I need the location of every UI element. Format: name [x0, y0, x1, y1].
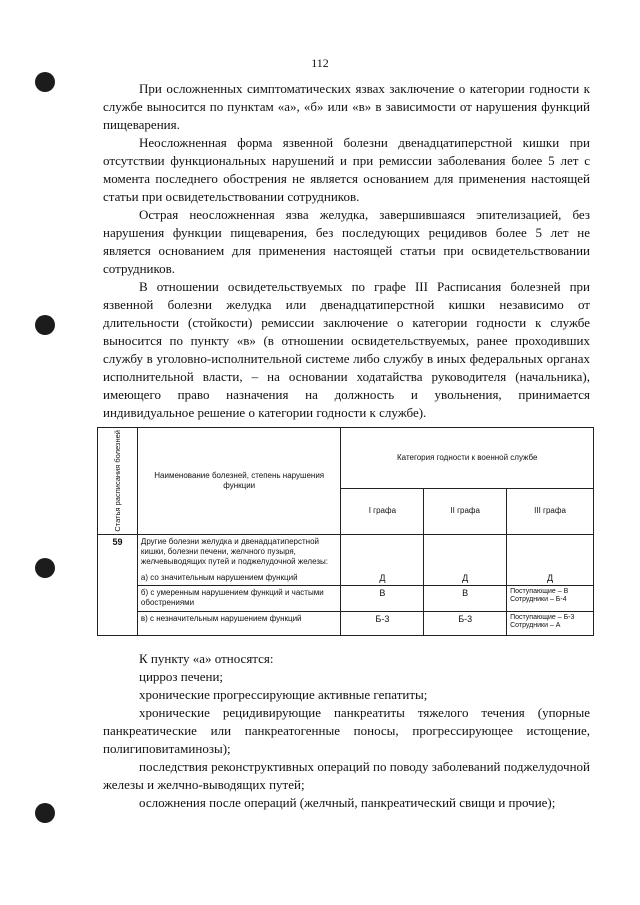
paragraph: В отношении освидетельствуемых по графе III Расписания болезней при язвенной болезни желудка или двенадцатиперстной кишки независимо от длительности (стойкости) ремиссии заключение о категории годности к службе выносится по пункту «в» (в отношении освидетельствуемых, ранее проходивших службу в уголовно-исполнительной системе либо службу в иных федеральных органах исполнительной власти, – на основании ходатайства руководителя (начальника), имеющего право назначения на должность и увольнения, принимается индивидуальное решение о категории годности к службе).	[103, 279, 590, 420]
list-item: осложнения после операций (желчный, панкреатический свищи и прочие);	[139, 795, 556, 810]
row-c-g1: Б-3	[341, 611, 424, 635]
page-number: 112	[311, 56, 329, 70]
main-text	[103, 80, 590, 422]
header-graph-3: III графа	[507, 488, 594, 534]
header-graph-2: II графа	[424, 488, 507, 534]
paragraph: Острая неосложненная язва желудка, завершившаяся эпителизацией, без нарушения функции пищеварения, без последующих рецидивов более 5 лет не является основанием для применения настоящей статьи при освидетельствовании сотрудников.	[103, 207, 590, 276]
row-b-g2: В	[424, 585, 507, 611]
paragraph: К пункту «а» относятся:	[139, 651, 274, 666]
list-item: цирроз печени;	[139, 669, 224, 684]
paragraph: При осложненных симптоматических язвах заключение о категории годности к службе выносится по пунктам «а», «б» или «в» в зависимости от нарушения функций пищеварения.	[103, 81, 590, 132]
punch-hole-icon	[35, 72, 55, 92]
row-c-label: в) с незначительным нарушением функций	[137, 611, 341, 635]
row-a-label: а) со значительным нарушением функций	[140, 572, 298, 582]
header-category: Категория годности к военной службе	[341, 428, 594, 489]
article-number: 59	[98, 534, 138, 635]
row-c-g3: Поступающие – Б-3 Сотрудники – А	[507, 611, 594, 635]
header-article: Статья расписания болезней	[98, 428, 138, 535]
row-a-g1: Д	[341, 534, 424, 585]
after-table-text	[103, 650, 590, 812]
punch-hole-icon	[35, 315, 55, 335]
punch-hole-icon	[35, 558, 55, 578]
row-a-g3: Д	[507, 534, 594, 585]
header-disease-name: Наименование болезней, степень нарушения функции	[137, 428, 341, 535]
list-item: последствия реконструктивных операций по поводу заболеваний поджелудочной железы и желчно-выводящих путей;	[103, 759, 590, 792]
row-b-g1: В	[341, 585, 424, 611]
header-graph-1: I графа	[341, 488, 424, 534]
row-a-g2: Д	[424, 534, 507, 585]
paragraph: Неосложненная форма язвенной болезни двенадцатиперстной кишки при отсутствии функциональных нарушений и при ремиссии заболевания более 5 лет с момента последнего обострения не является основанием для применения настоящей статьи при освидетельствовании сотрудников.	[103, 135, 590, 204]
fitness-category-table	[97, 427, 594, 636]
list-item: хронические рецидивирующие панкреатиты тяжелого течения (упорные панкреатические или панкреатогенные поносы, прогрессирующее истощение, полигиповитаминозы);	[103, 705, 590, 756]
disease-description: Другие болезни желудка и двенадцатиперстной кишки, болезни печени, желчного пузыря, желчевыводящих путей и поджелудочной железы: а) со значительным нарушением функций	[137, 534, 341, 585]
row-b-label: б) с умеренным нарушением функций и частыми обострениями	[137, 585, 341, 611]
punch-hole-icon	[35, 803, 55, 823]
row-c-g2: Б-3	[424, 611, 507, 635]
row-b-g3: Поступающие – В Сотрудники – Б-4	[507, 585, 594, 611]
list-item: хронические прогрессирующие активные гепатиты;	[139, 687, 428, 702]
